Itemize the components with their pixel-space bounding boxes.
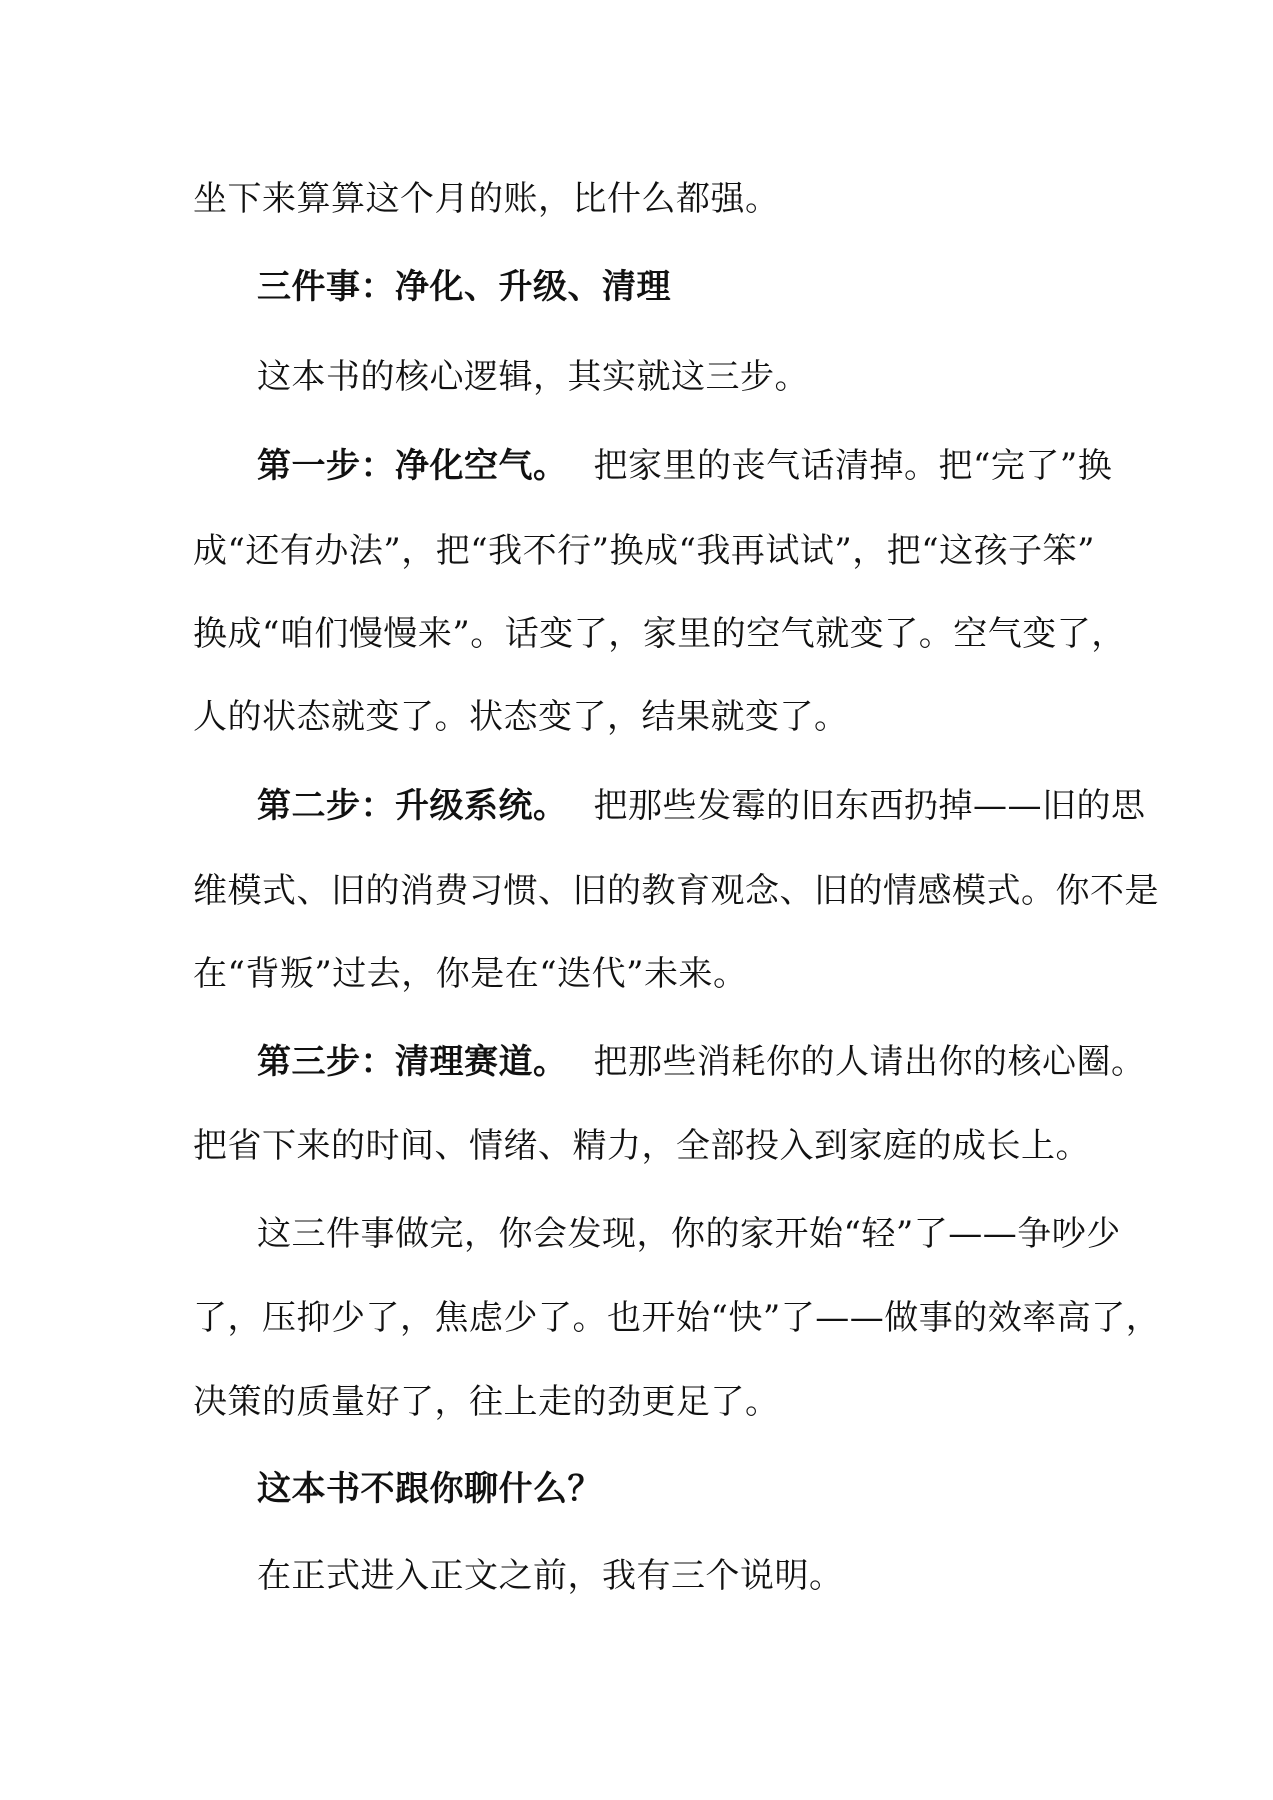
step-three-label: 第三步：清理赛道。 [257, 1042, 568, 1082]
text-line-7 [193, 695, 849, 739]
body-text: 把那些发霉的旧东西扔掉——旧的思 [593, 786, 1146, 826]
text-line-3 [257, 355, 809, 399]
text-line-6 [193, 612, 1126, 656]
step-two-label: 第二步：升级系统。 [257, 786, 568, 826]
text-line-9 [193, 869, 1159, 913]
text-line-15 [193, 1380, 780, 1424]
text-line-14 [193, 1296, 1160, 1340]
body-text: 人的状态就变了。状态变了，结果就变了。 [193, 697, 849, 737]
section-heading-not-discussed [257, 1467, 602, 1511]
body-text: 这本书的核心逻辑，其实就这三步。 [257, 357, 809, 397]
body-text: 决策的质量好了，往上走的劲更足了。 [193, 1382, 780, 1422]
body-text: 在正式进入正文之前，我有三个说明。 [257, 1556, 844, 1596]
text-line-1 [193, 177, 780, 221]
body-text: 在“背叛”过去，你是在“迭代”未来。 [193, 954, 748, 994]
body-text: 坐下来算算这个月的账，比什么都强。 [193, 179, 780, 219]
heading-text: 这本书不跟你聊什么？ [257, 1469, 602, 1509]
body-text: 把家里的丧气话清掉。把“完了”换 [593, 446, 1113, 486]
heading-text: 三件事：净化、升级、清理 [257, 267, 671, 307]
step-one-label: 第一步：净化空气。 [257, 446, 568, 486]
body-text: 把那些消耗你的人请出你的核心圈。 [593, 1042, 1146, 1082]
section-heading-three-things [257, 265, 671, 309]
text-line-17 [257, 1554, 844, 1598]
body-text: 维模式、旧的消费习惯、旧的教育观念、旧的情感模式。你不是 [193, 871, 1159, 911]
body-text: 成“还有办法”，把“我不行”换成“我再试试”，把“这孩子笨” [193, 531, 1096, 571]
text-line-5 [193, 529, 1095, 573]
text-line-13 [257, 1212, 1121, 1256]
body-text: 把省下来的时间、情绪、精力，全部投入到家庭的成长上。 [193, 1126, 1090, 1166]
step-three-paragraph [257, 1040, 1146, 1084]
body-text: 了，压抑少了，焦虑少了。也开始“快”了——做事的效率高了， [193, 1298, 1161, 1338]
text-line-12 [193, 1124, 1090, 1168]
step-one-paragraph [257, 444, 1112, 488]
text-line-10 [193, 952, 748, 996]
body-text: 换成“咱们慢慢来”。话变了，家里的空气就变了。空气变了， [193, 614, 1126, 654]
step-two-paragraph [257, 784, 1146, 828]
body-text: 这三件事做完，你会发现，你的家开始“轻”了——争吵少 [257, 1214, 1121, 1254]
